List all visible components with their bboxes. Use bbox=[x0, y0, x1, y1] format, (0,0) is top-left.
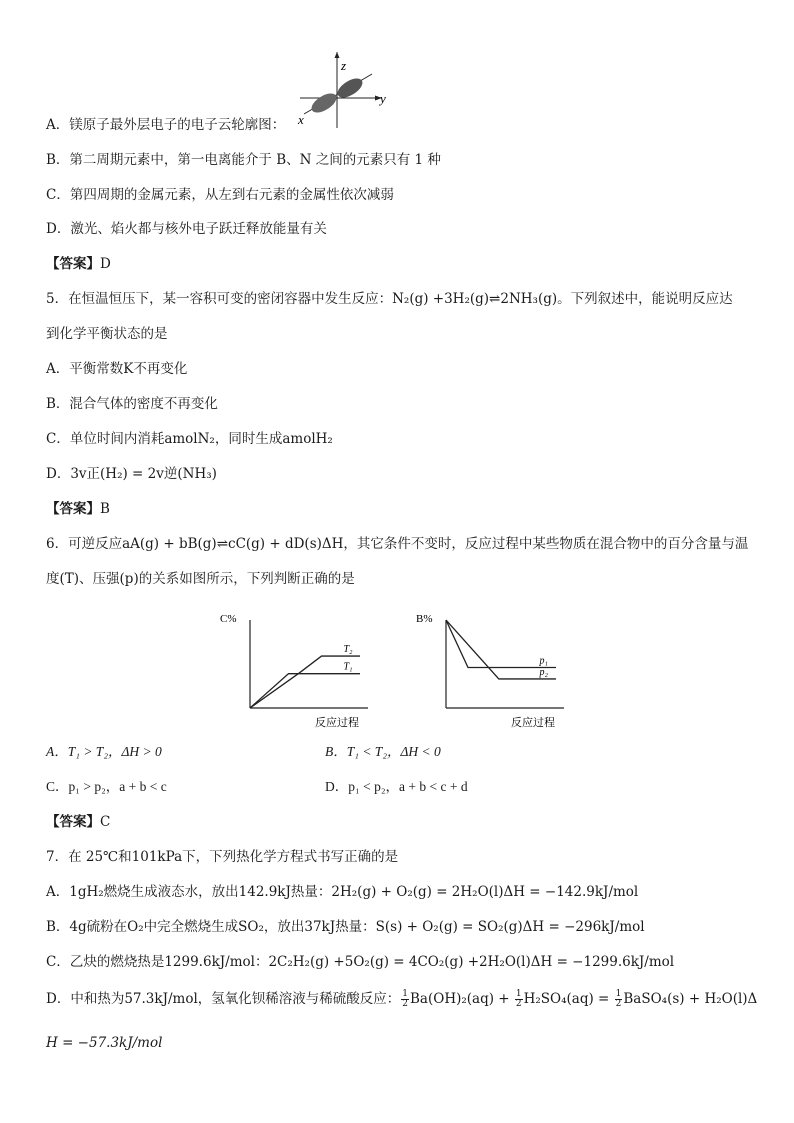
q7-option-c: C．乙炔的燃烧热是1299.6kJ/mol：2C₂H₂(g) +5O₂(g) = 4CO₂(g) +2H₂O(l)ΔH = −1299.6kJ/mol bbox=[46, 954, 675, 970]
q6-option-a: A．T₁ > T₂，ΔH > 0 bbox=[46, 744, 162, 759]
answer-label: 【答案】 bbox=[46, 814, 100, 830]
fraction-numerator: 1 bbox=[615, 989, 622, 999]
q7-d-term1: Ba(OH)₂(aq) + bbox=[410, 991, 514, 1007]
q6-stem-line2: 度(T)、压强(p)的关系如图所示，下列判断正确的是 bbox=[46, 571, 355, 587]
q7-option-d-line2: H = −57.3kJ/mol bbox=[46, 1035, 163, 1051]
q6-option-d: D．p₁ < p₂，a + b < c + d bbox=[325, 779, 468, 794]
orbital-z-label: z bbox=[341, 58, 347, 73]
q6-option-b: B．T₁ < T₂，ΔH < 0 bbox=[325, 744, 441, 759]
q7-option-d bbox=[46, 990, 757, 1009]
q5-answer bbox=[46, 500, 110, 518]
fraction-denominator: 2 bbox=[402, 999, 409, 1009]
fraction-half bbox=[615, 990, 623, 1009]
q7-d-prefix: D．中和热为57.3kJ/mol，氢氧化钡稀溶液与稀硫酸反应： bbox=[46, 991, 401, 1007]
q6-option-c: C．p₁ > p₂，a + b < c bbox=[46, 779, 167, 794]
q4-option-b: B．第二周期元素中，第一电离能介于 B、N 之间的元素只有 1 种 bbox=[46, 152, 441, 168]
y-axis-label: C% bbox=[220, 613, 237, 625]
q6-answer bbox=[46, 813, 110, 831]
x-axis-label: 反应过程 bbox=[315, 717, 359, 729]
q7-d-term2: H₂SO₄(aq) = bbox=[523, 991, 614, 1007]
q7-d-term3: BaSO₄(s) + H₂O(l)Δ bbox=[623, 991, 758, 1007]
series-label: T₂ bbox=[343, 644, 353, 656]
series-label: T₁ bbox=[343, 661, 353, 673]
q6-stem-line1: 6．可逆反应aA(g) + bB(g)⇌cC(g) + dD(s)ΔH，其它条件不变时，反应过程中某些物质在混合物中的百分含量与温 bbox=[46, 536, 749, 552]
fraction-numerator: 1 bbox=[515, 989, 522, 999]
fraction-denominator: 2 bbox=[515, 999, 522, 1009]
chart-b-percent bbox=[408, 608, 568, 733]
series-line bbox=[250, 674, 360, 708]
series-label: p₂ bbox=[539, 666, 548, 678]
q5-stem-line1: 5．在恒温恒压下，某一容积可变的密闭容器中发生反应：N₂(g) +3H₂(g)⇌2NH₃(g)。下列叙述中，能说明反应达 bbox=[46, 291, 733, 307]
q4-option-a: A．镁原子最外层电子的电子云轮廓图： bbox=[46, 117, 286, 133]
q7-option-b: B．4g硫粉在O₂中完全燃烧生成SO₂，放出37kJ热量：S(s) + O₂(g) = SO₂(g)ΔH = −296kJ/mol bbox=[46, 919, 645, 935]
orbital-figure bbox=[292, 52, 392, 132]
fraction-half bbox=[515, 990, 523, 1009]
answer-value: C bbox=[100, 814, 111, 830]
q4-option-c: C．第四周期的金属元素，从左到右元素的金属性依次减弱 bbox=[46, 187, 394, 203]
y-axis-label: B% bbox=[416, 613, 433, 625]
q4-answer bbox=[46, 255, 111, 273]
orbital-y-label: y bbox=[380, 91, 386, 106]
x-axis-label: 反应过程 bbox=[511, 717, 555, 729]
q5-option-c: C．单位时间内消耗amolN₂，同时生成amolH₂ bbox=[46, 431, 333, 447]
fraction-half bbox=[401, 990, 409, 1009]
q4-option-d: D．激光、焰火都与核外电子跃迁释放能量有关 bbox=[46, 221, 327, 237]
q5-option-a: A．平衡常数K不再变化 bbox=[46, 361, 188, 377]
orbital-x-label: x bbox=[298, 112, 304, 127]
answer-label: 【答案】 bbox=[46, 501, 100, 517]
answer-label: 【答案】 bbox=[46, 256, 100, 272]
answer-value: D bbox=[100, 256, 111, 272]
q5-option-d: D．3v正(H₂) = 2v逆(NH₃) bbox=[46, 466, 217, 482]
q7-stem: 7．在 25℃和101kPa下，下列热化学方程式书写正确的是 bbox=[46, 849, 399, 865]
q5-option-b: B．混合气体的密度不再变化 bbox=[46, 396, 218, 412]
q5-stem-line2: 到化学平衡状态的是 bbox=[46, 326, 168, 342]
chart-c-percent bbox=[212, 608, 372, 733]
fraction-denominator: 2 bbox=[615, 999, 622, 1009]
fraction-numerator: 1 bbox=[402, 989, 409, 999]
answer-value: B bbox=[100, 501, 110, 517]
series-label: p₁ bbox=[539, 655, 548, 667]
q7-option-a: A．1gH₂燃烧生成液态水，放出142.9kJ热量：2H₂(g) + O₂(g) = 2H₂O(l)ΔH = −142.9kJ/mol bbox=[46, 884, 639, 900]
